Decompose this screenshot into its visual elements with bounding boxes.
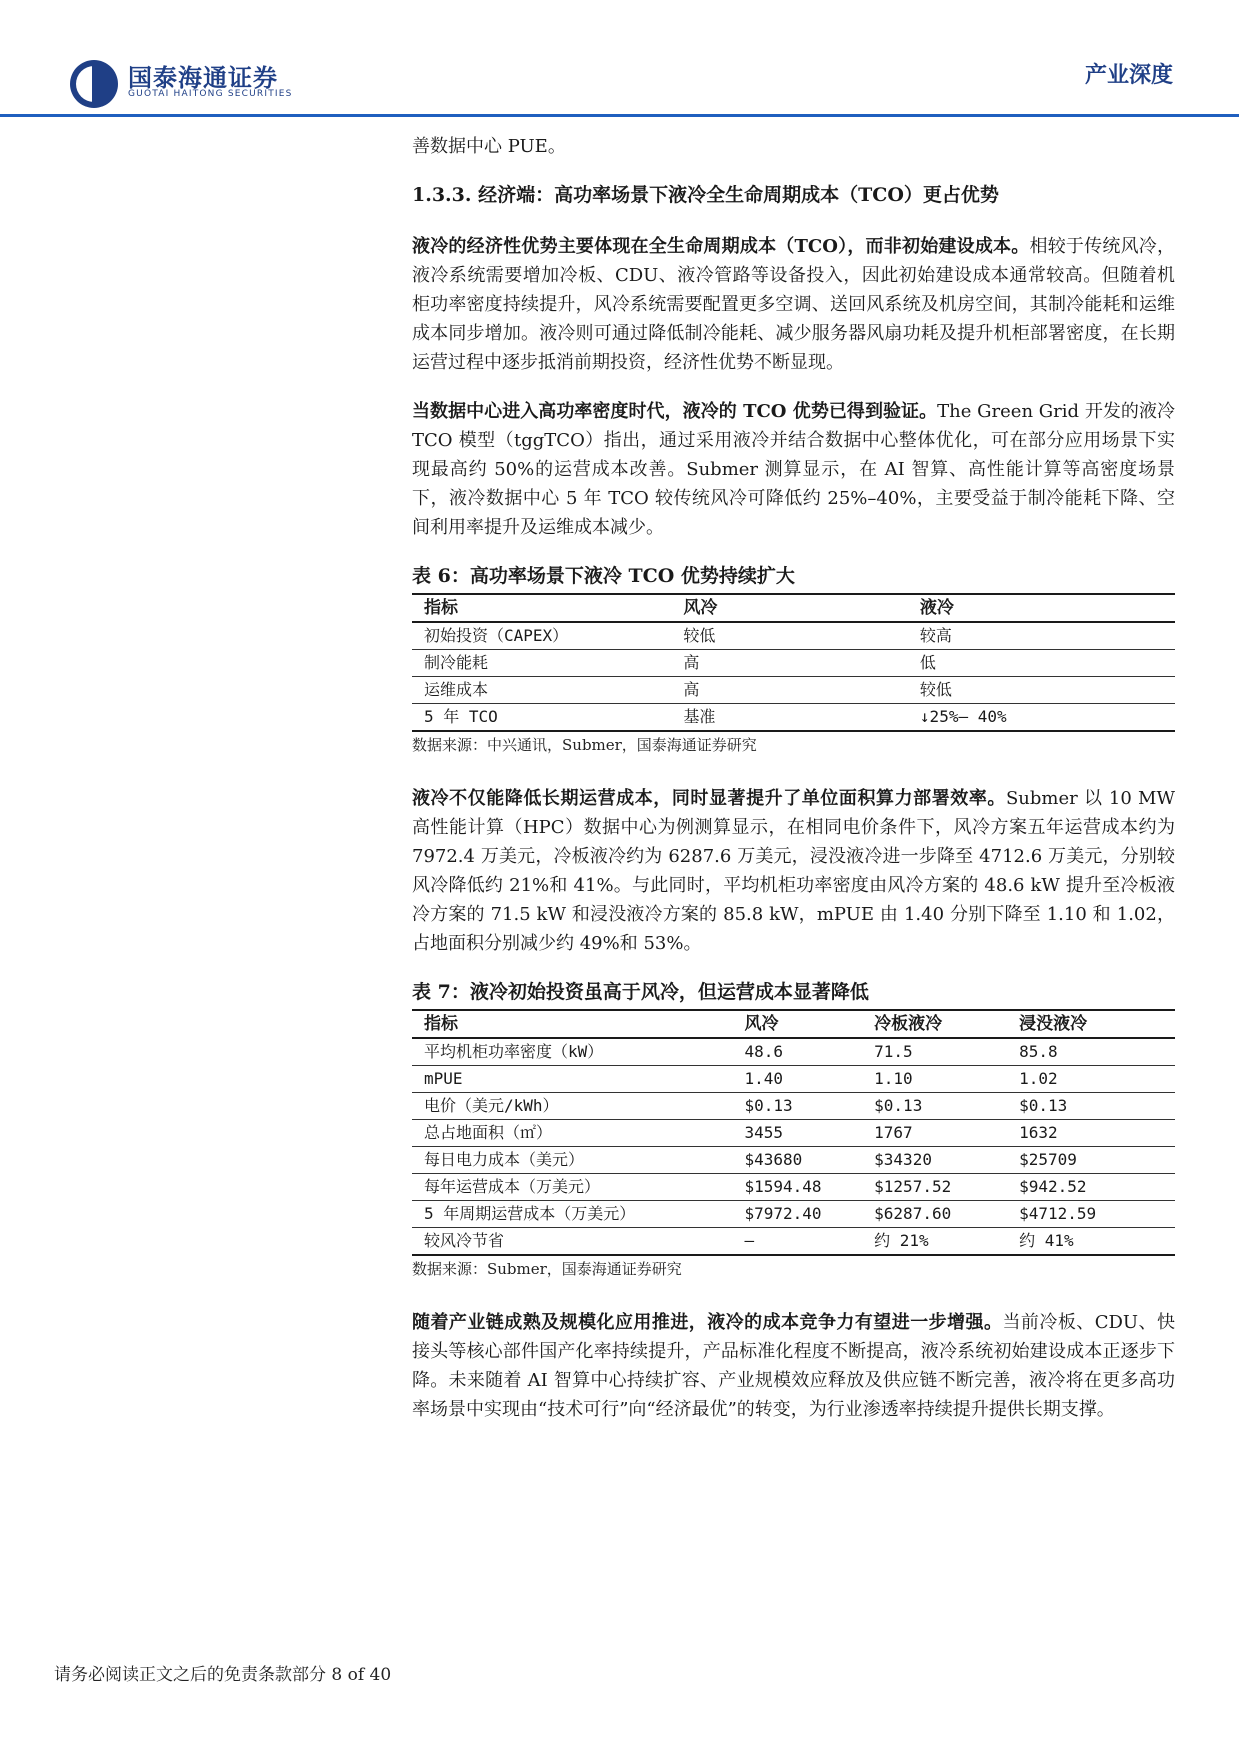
table-cell: 制冷能耗 xyxy=(412,650,671,677)
section-title: 1.3.3. 经济端：高功率场景下液冷全生命周期成本（TCO）更占优势 xyxy=(412,184,999,206)
table-cell: $0.13 xyxy=(1007,1093,1175,1120)
table-cell: $942.52 xyxy=(1007,1174,1175,1201)
table-6-title: 表 6：高功率场景下液冷 TCO 优势持续扩大 xyxy=(412,565,795,587)
brand-name-en: GUOTAI HAITONG SECURITIES xyxy=(128,89,293,99)
table-header-cell: 冷板液冷 xyxy=(862,1010,1007,1038)
paragraph-4-body: 当前冷板、CDU、快接头等核心部件国产化率持续提升，产品标准化程度不断提高，液冷系统初始建设成本正逐步下降。未来随着 AI 智算中心持续扩容、产业规模效应释放及供应链不断完善，液冷将在更多高功率场景中实现由“技术可行”向“经济最优”的转变，为行业渗透率持续提升提供长期支撑。 xyxy=(412,1312,1176,1420)
table-7-source: 数据来源：Submer，国泰海通证券研究 xyxy=(412,1260,682,1278)
paragraph-1 xyxy=(412,232,1175,377)
table-cell: 平均机柜功率密度（kW） xyxy=(412,1038,732,1066)
table-cell: 低 xyxy=(908,650,1175,677)
table-cell: 3455 xyxy=(732,1120,862,1147)
table-cell: 较低 xyxy=(671,622,908,650)
table-header-row xyxy=(412,594,1175,622)
paragraph-3-body: Submer 以 10 MW 高性能计算（HPC）数据中心为例测算显示，在相同电价条件下，风冷方案五年运营成本约为 7972.4 万美元，冷板液冷约为 6287.6 万美元，浸没液冷进一步降至 4712.6 万美元，分别较风冷降低约 21%和 41%。与此同时，平均机柜功率密度由风冷方案的 48.6 kW 提升至冷板液冷方案的 71.5 kW 和浸没液冷方案的 85.8 kW，mPUE 由 1.40 分别下降至 1.10 和 1.02，占地面积分别减少约 49%和 53%。 xyxy=(412,788,1175,954)
table-cell: 5 年周期运营成本（万美元） xyxy=(412,1201,732,1228)
paragraph-3 xyxy=(412,784,1175,958)
table-cell: 总占地面积（㎡） xyxy=(412,1120,732,1147)
table-row xyxy=(412,1201,1175,1228)
table-cell: 运维成本 xyxy=(412,677,671,704)
table-cell: 高 xyxy=(671,677,908,704)
table-header-cell: 风冷 xyxy=(671,594,908,622)
table-row xyxy=(412,650,1175,677)
table-6-source: 数据来源：中兴通讯，Submer，国泰海通证券研究 xyxy=(412,736,757,754)
header-divider xyxy=(0,114,1239,117)
table-cell: 高 xyxy=(671,650,908,677)
paragraph-1-body: 相较于传统风冷，液冷系统需要增加冷板、CDU、液冷管路等设备投入，因此初始建设成本通常较高。但随着机柜功率密度持续提升，风冷系统需要配置更多空调、送回风系统及机房空间，其制冷能耗和运维成本同步增加。液冷则可通过降低制冷能耗、减少服务器风扇功耗及提升机柜部署密度，在长期运营过程中逐步抵消前期投资，经济性优势不断显现。 xyxy=(412,236,1176,373)
table-cell: $43680 xyxy=(732,1147,862,1174)
table-cell: 85.8 xyxy=(1007,1038,1175,1066)
report-type-label: 产业深度 xyxy=(1084,63,1173,88)
table-header-row xyxy=(412,1010,1175,1038)
table-cell: 1.02 xyxy=(1007,1066,1175,1093)
paragraph-2-body: The Green Grid 开发的液冷 TCO 模型（tggTCO）指出，通过采用液冷并结合数据中心整体优化，可在部分应用场景下实现最高约 50%的运营成本改善。Submer 测算显示，在 AI 智算、高性能计算等高密度场景下，液冷数据中心 5 年 TCO 较传统风冷可降低约 25%–40%，主要受益于制冷能耗下降、空间利用率提升及运维成本减少。 xyxy=(412,401,1175,538)
table-cell: 1767 xyxy=(862,1120,1007,1147)
paragraph-3-lead: 液冷不仅能降低长期运营成本，同时显著提升了单位面积算力部署效率。 xyxy=(412,788,1006,809)
table-cell: 初始投资（CAPEX） xyxy=(412,622,671,650)
table-cell: 48.6 xyxy=(732,1038,862,1066)
table-row xyxy=(412,1093,1175,1120)
table-7-title: 表 7：液冷初始投资虽高于风冷，但运营成本显著降低 xyxy=(412,981,869,1003)
table-header-cell: 指标 xyxy=(412,594,671,622)
table-cell: 71.5 xyxy=(862,1038,1007,1066)
page-header xyxy=(0,0,1239,118)
paragraph-4 xyxy=(412,1308,1175,1424)
table-header-cell: 指标 xyxy=(412,1010,732,1038)
table-cell: 电价（美元/kWh） xyxy=(412,1093,732,1120)
table-cell: $0.13 xyxy=(862,1093,1007,1120)
paragraph-2 xyxy=(412,397,1175,542)
table-header-cell: 液冷 xyxy=(908,594,1175,622)
table-cell: 每年运营成本（万美元） xyxy=(412,1174,732,1201)
table-cell: 基准 xyxy=(671,704,908,732)
table-cell: 1632 xyxy=(1007,1120,1175,1147)
paragraph-1-lead: 液冷的经济性优势主要体现在全生命周期成本（TCO），而非初始建设成本。 xyxy=(412,236,1030,257)
table-cell: 1.10 xyxy=(862,1066,1007,1093)
table-cell: — xyxy=(732,1228,862,1256)
table-row xyxy=(412,622,1175,650)
table-cell: $1594.48 xyxy=(732,1174,862,1201)
table-cell: 较风冷节省 xyxy=(412,1228,732,1256)
table-cell: ↓25%– 40% xyxy=(908,704,1175,732)
paragraph-4-lead: 随着产业链成熟及规模化应用推进，液冷的成本竞争力有望进一步增强。 xyxy=(412,1312,1003,1333)
table-cell: 1.40 xyxy=(732,1066,862,1093)
table-row xyxy=(412,1066,1175,1093)
table-cell: $0.13 xyxy=(732,1093,862,1120)
page-footer: 请务必阅读正文之后的免责条款部分 8 of 40 xyxy=(54,1665,392,1685)
table-row xyxy=(412,1147,1175,1174)
table-cell: 较低 xyxy=(908,677,1175,704)
table-6 xyxy=(412,593,1175,732)
table-cell: $1257.52 xyxy=(862,1174,1007,1201)
table-row xyxy=(412,1174,1175,1201)
table-cell: 每日电力成本（美元） xyxy=(412,1147,732,1174)
paragraph-2-lead: 当数据中心进入高功率密度时代，液冷的 TCO 优势已得到验证。 xyxy=(412,401,938,422)
table-cell: 5 年 TCO xyxy=(412,704,671,732)
table-7 xyxy=(412,1009,1175,1256)
table-row xyxy=(412,677,1175,704)
table-row xyxy=(412,704,1175,732)
table-row xyxy=(412,1038,1175,1066)
table-cell: 约 21% xyxy=(862,1228,1007,1256)
table-cell: $4712.59 xyxy=(1007,1201,1175,1228)
table-cell: mPUE xyxy=(412,1066,732,1093)
table-cell: 约 41% xyxy=(1007,1228,1175,1256)
table-header-cell: 浸没液冷 xyxy=(1007,1010,1175,1038)
table-row xyxy=(412,1120,1175,1147)
table-row xyxy=(412,1228,1175,1256)
main-content xyxy=(412,132,1175,1444)
table-cell: $7972.40 xyxy=(732,1201,862,1228)
table-header-cell: 风冷 xyxy=(732,1010,862,1038)
intro-fragment: 善数据中心 PUE。 xyxy=(412,136,566,157)
table-cell: $6287.60 xyxy=(862,1201,1007,1228)
table-cell: $34320 xyxy=(862,1147,1007,1174)
company-logo-icon xyxy=(68,58,120,110)
table-cell: 较高 xyxy=(908,622,1175,650)
table-cell: $25709 xyxy=(1007,1147,1175,1174)
brand-name-cn: 国泰海通证券 xyxy=(128,64,278,92)
